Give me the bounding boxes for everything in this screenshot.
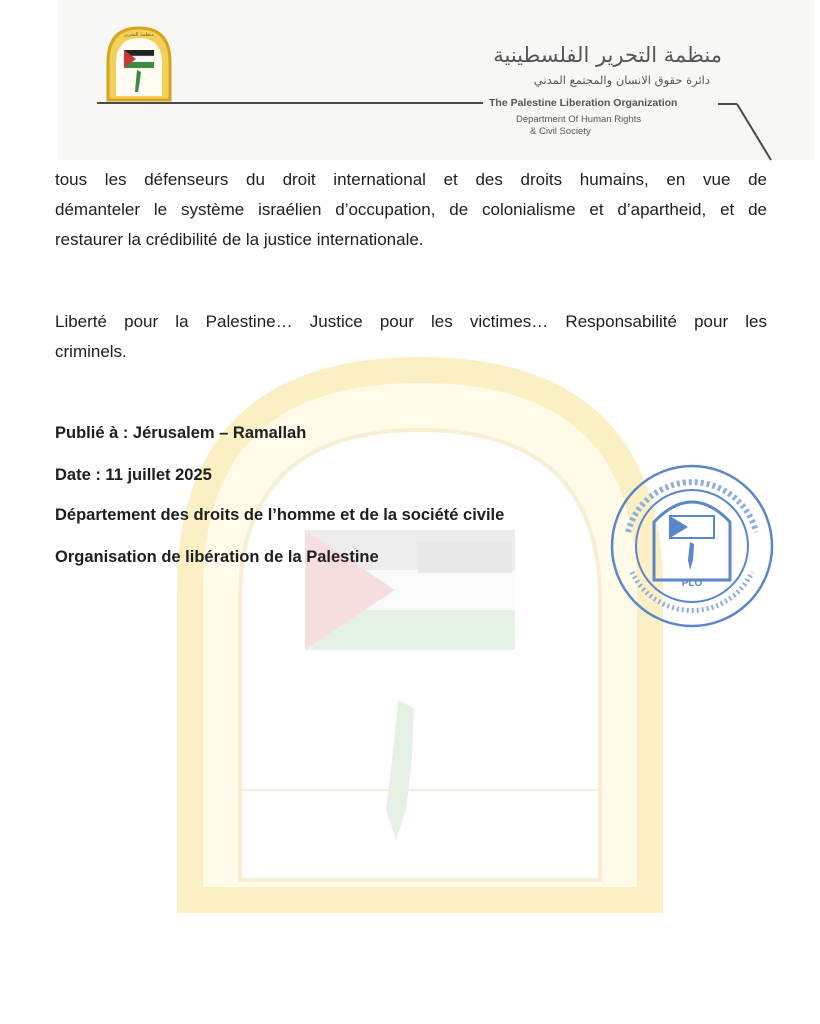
- department-stamp: [608, 462, 776, 630]
- org-name-arabic: منظمة التحرير الفلسطينية: [493, 43, 722, 67]
- paragraph-line: criminels.: [55, 342, 127, 361]
- stamp-center-label: PLO: [681, 578, 703, 589]
- paragraph-line: Liberté pour la Palestine… Justice pour les victimes… Responsabilité pour les: [55, 312, 767, 331]
- paragraph-line: démanteler le système israélien d’occupation, de colonialisme et d’apartheid, et de: [55, 200, 767, 219]
- org-name-english: The Palestine Liberation Organization: [489, 97, 678, 109]
- published-location: Publié à : Jérusalem – Ramallah: [55, 424, 307, 442]
- organization-name: Organisation de libération de la Palestine: [55, 548, 379, 566]
- body-paragraph-1: [55, 165, 767, 255]
- dept-name-english-line2: & Civil Society: [530, 126, 591, 137]
- paragraph-line: tous les défenseurs du droit international et des droits humains, en vue de: [55, 170, 767, 189]
- body-paragraph-2: [55, 307, 767, 367]
- dept-name-arabic: دائرة حقوق الانسان والمجتمع المدني: [533, 73, 710, 87]
- header-rule: [97, 102, 483, 104]
- svg-text:منظمة التحرير: منظمة التحرير: [123, 32, 155, 38]
- department-name: Département des droits de l’homme et de la société civile: [55, 506, 505, 524]
- plo-emblem-logo: [96, 22, 182, 108]
- paragraph-line: restaurer la crédibilité de la justice internationale.: [55, 230, 424, 249]
- header-rule-diagonal: [725, 100, 773, 162]
- highlight-box: [418, 542, 512, 573]
- publication-date: Date : 11 juillet 2025: [55, 466, 212, 484]
- dept-name-english-line1: Department Of Human Rights: [516, 114, 642, 125]
